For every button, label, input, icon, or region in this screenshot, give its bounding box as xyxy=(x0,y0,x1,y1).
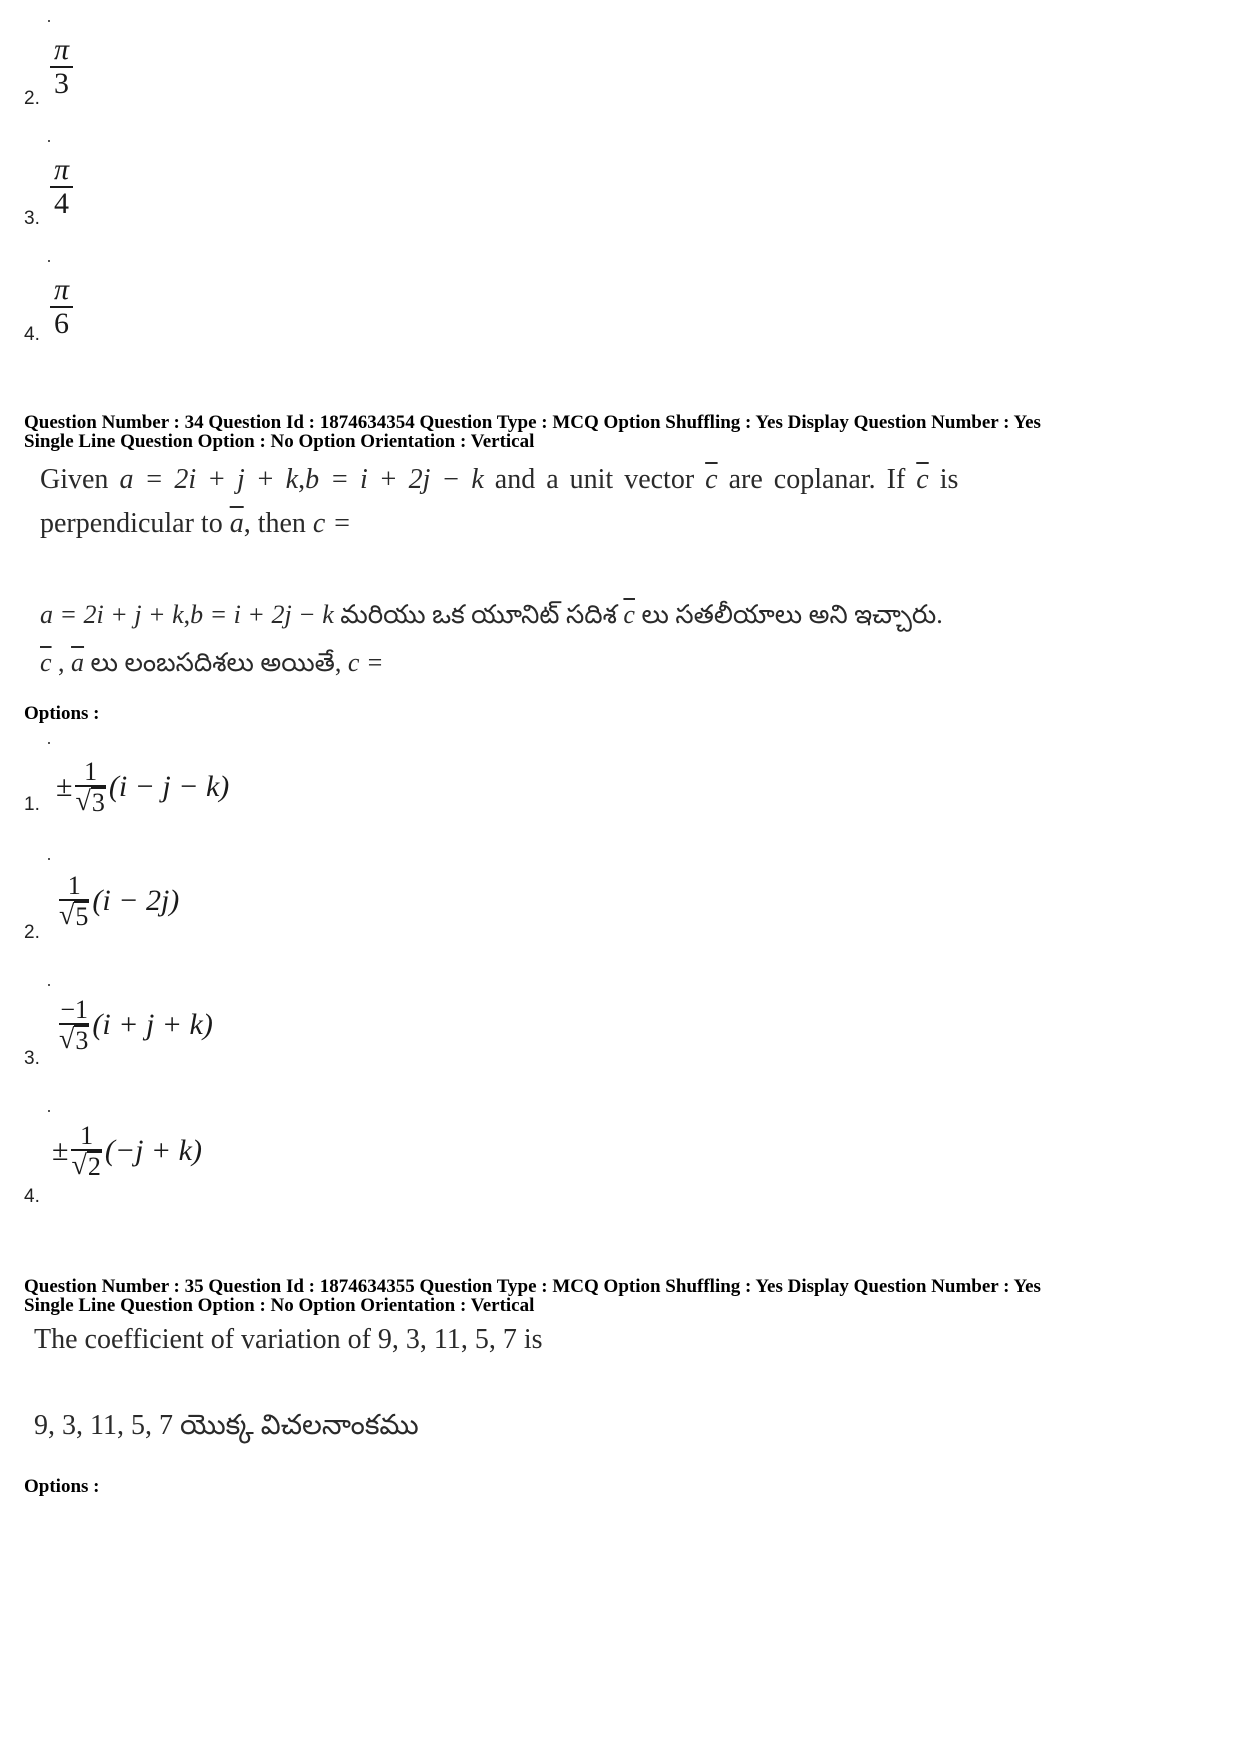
prev-option-3-number[interactable]: 3. xyxy=(24,208,40,229)
telugu-text: మరియు ఒక యూనిట్ సదిశ xyxy=(340,600,617,629)
prev-option-4-fraction xyxy=(50,274,73,339)
fraction xyxy=(59,996,89,1055)
square-root: √ 2 xyxy=(71,1150,101,1182)
q35-telugu-question: 9, 3, 11, 5, 7 యొక్క విచలనాంకము xyxy=(34,1410,419,1441)
option-marker-dot xyxy=(48,260,50,262)
numerator: −1 xyxy=(60,995,89,1024)
text: are coplanar. If xyxy=(728,464,906,495)
prev-option-4-number[interactable]: 4. xyxy=(24,324,40,345)
q34-english-line1: Given a = 2i + j + k,b = i + 2j − k and a unit vector $\overline{c}$ are coplanar. If $\overline{c}$ is xyxy=(40,464,959,495)
q34-options-label: Options : xyxy=(24,703,100,724)
vector-a: $\overline{a}$ xyxy=(229,508,244,539)
vector-c: $\overline{c}$ xyxy=(623,600,635,629)
text: is xyxy=(939,464,959,495)
q34-option-2-expression xyxy=(56,872,179,931)
radicand: 2 xyxy=(87,1152,101,1182)
q34-option-4-number[interactable]: 4. xyxy=(24,1186,40,1207)
q34-telugu-line1: a = 2i + j + k,b = i + 2j − k మరియు ఒక యూనిట్ సదిశ $\overline{c}$ లు సతలీయాలు అని ఇచ్చారు. xyxy=(40,600,943,629)
q34-meta-line1: Question Number : 34 Question Id : 1874634354 Question Type : MCQ Option Shuffling : Yes Display Question Number : Yes xyxy=(24,412,1041,433)
vector-c-equals: c = xyxy=(347,648,384,677)
text: perpendicular to xyxy=(40,508,223,539)
fraction xyxy=(59,872,89,931)
q34-option-1-expression xyxy=(56,758,229,817)
text: Given xyxy=(40,464,109,495)
denominator: 6 xyxy=(54,306,70,340)
numerator: π xyxy=(54,273,70,306)
vector-a-definition: a = 2i + j + k xyxy=(40,600,184,629)
radicand: 3 xyxy=(91,788,105,818)
option-marker-dot xyxy=(48,1110,50,1112)
prev-option-3-fraction xyxy=(50,154,73,219)
denominator: 4 xyxy=(54,186,70,220)
plus-minus-sign: ± xyxy=(56,770,73,804)
q35-options-label: Options : xyxy=(24,1476,100,1497)
radicand: 3 xyxy=(75,1026,89,1056)
fraction xyxy=(75,758,105,817)
option-marker-dot xyxy=(48,20,50,22)
prev-option-2-fraction xyxy=(50,34,73,99)
text: , then xyxy=(243,508,306,539)
q34-option-3-number[interactable]: 3. xyxy=(24,1048,40,1069)
numerator: 1 xyxy=(80,1121,94,1150)
vector-a: $\overline{a}$ xyxy=(71,648,85,677)
q34-option-4-expression xyxy=(52,1122,202,1181)
radicand: 5 xyxy=(75,902,89,932)
q35-english-question: The coefficient of variation of 9, 3, 11, 5, 7 is xyxy=(34,1324,543,1355)
numerator: 1 xyxy=(67,871,81,900)
prev-option-2-number[interactable]: 2. xyxy=(24,88,40,109)
q34-option-2-number[interactable]: 2. xyxy=(24,922,40,943)
vector-a-definition: a = 2i + j + k xyxy=(119,464,299,495)
vector-c: $\overline{c}$ xyxy=(705,464,718,495)
q35-meta-line1: Question Number : 35 Question Id : 1874634355 Question Type : MCQ Option Shuffling : Yes Display Question Number : Yes xyxy=(24,1276,1041,1297)
vector-expression: (i − 2j) xyxy=(92,884,180,918)
telugu-text: లు లంబసదిశలు అయితే, xyxy=(90,648,342,677)
square-root: √ 3 xyxy=(59,1024,89,1056)
numerator: 1 xyxy=(84,757,98,786)
option-marker-dot xyxy=(48,858,50,860)
numerator: π xyxy=(54,153,70,186)
vector-b-definition: b = i + 2j − k xyxy=(305,464,484,495)
vector-c: $\overline{c}$ xyxy=(40,648,52,677)
denominator: 3 xyxy=(54,66,70,100)
vector-expression: (i + j + k) xyxy=(92,1008,213,1042)
q35-meta-line2: Single Line Question Option : No Option Orientation : Vertical xyxy=(24,1295,535,1316)
vector-c: $\overline{c}$ xyxy=(916,464,929,495)
fraction xyxy=(71,1122,101,1181)
q34-meta-line2: Single Line Question Option : No Option Orientation : Vertical xyxy=(24,431,535,452)
square-root: √ 5 xyxy=(59,900,89,932)
q34-telugu-line2: $\overline{c}$ , $\overline{a}$ లు లంబసదిశలు అయితే, c = xyxy=(40,648,384,677)
square-root: √ 3 xyxy=(75,786,105,818)
numerator: π xyxy=(54,33,70,66)
vector-expression: (−j + k) xyxy=(104,1134,202,1168)
vector-b-definition: b = i + 2j − k xyxy=(190,600,334,629)
plus-minus-sign: ± xyxy=(52,1134,69,1168)
vector-expression: (i − j − k) xyxy=(108,770,230,804)
option-marker-dot xyxy=(48,984,50,986)
option-marker-dot xyxy=(48,742,50,744)
q34-option-1-number[interactable]: 1. xyxy=(24,794,40,815)
q34-english-line2 xyxy=(40,508,351,540)
vector-c-equals: c = xyxy=(312,508,352,539)
option-marker-dot xyxy=(48,140,50,142)
text: and a unit vector xyxy=(494,464,695,495)
q34-option-3-expression xyxy=(56,996,213,1055)
telugu-text: లు సతలీయాలు అని ఇచ్చారు. xyxy=(641,600,943,629)
